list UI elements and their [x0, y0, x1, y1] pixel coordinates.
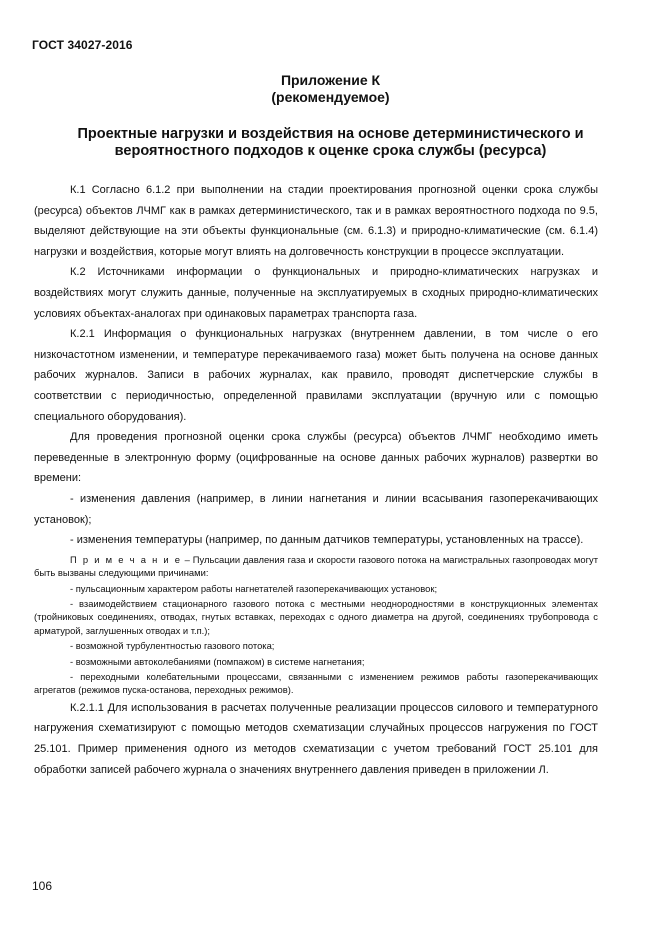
note-item: - пульсационным характером работы нагнетателей газоперекачивающих установок; [70, 582, 438, 594]
paragraph-k1: К.1 Согласно 6.1.2 при выполнении на стадии проектирования прогнозной оценки срока службы (ресурса) объектов ЛЧМГ как в рамках детерминистического, так и в рамках вероятностного подхода по 9.5, выделяют действующие на эти объекты функциональные (см. 6.1.3) и природно-климатические (см. 6.1.4) нагрузки и воздействия, которые могут влиять на долговечность конструкции в процессе эксплуатации. [34, 184, 598, 258]
appendix-label: Приложение К [280, 72, 381, 88]
note-item: - возможными автоколебаниями (помпажом) в системе нагнетания; [70, 655, 365, 667]
note-block [34, 553, 598, 697]
title-line-1: Проектные нагрузки и воздействия на основе детерминистического и [77, 126, 584, 142]
paragraph-k2-1-1: К.2.1.1 Для использования в расчетах полученные реализации процессов силового и температурного нагружения схематизируют с помощью методов схематизации случайных процессов нагружения по ГОСТ 25.101. Пример применения одного из методов схематизации с учетом требований ГОСТ 25.101 для обработки записей рабочего журнала о значениях внутреннего давления приведен в приложении Л. [34, 701, 598, 776]
note-item: - взаимодействием стационарного газового потока с местными неоднородностями в конструкционных элементах (тройниковых соединениях, отводах, гнутых вставках, переходах с одного диаметра на другой, соединениях трубопровода с арматурой, заглушенных отводах и т.п.); [34, 597, 598, 636]
title-line-2: вероятностного подходов к оценке срока службы (ресурса) [114, 143, 547, 159]
list-item-temperature: - изменения температуры (например, по данным датчиков температуры, установленных на трассе). [70, 534, 584, 547]
note-item: - переходными колебательными процессами, связанными с изменением режимов работы газоперекачивающих агрегатов (режимов пуска-останова, переходных режимов). [34, 670, 598, 696]
page-number: 106 [32, 879, 53, 893]
note-intro-text: – Пульсации давления газа и скорости газового потока на магистральных газопроводах могут быть вызваны следующими причинами: [34, 553, 598, 579]
note-intro [34, 553, 598, 580]
note-item: - возможной турбулентностью газового потока; [70, 640, 275, 652]
appendix-title [30, 126, 631, 160]
paragraph-k2: К.2 Источниками информации о функциональных и природно-климатических нагрузках и воздействиях могут служить данные, полученные на эксплуатируемых в сходных природно-климатических условиях объектах-аналогах при одинаковых параметрах транспорта газа. [34, 266, 598, 320]
appendix-heading [0, 72, 661, 106]
paragraph-k2-1: К.2.1 Информация о функциональных нагрузках (внутреннем давлении, в том числе о его низкочастотном изменении, и температуре перекачиваемого газа) может быть получена на основе данных рабочих журналов. Записи в рабочих журналах, как правило, проводят диспетчерские службы в соответствии с периодичностью, определенной правилами эксплуатации (вручную или с помощью специального оборудования). [34, 328, 598, 423]
list-item-pressure: - изменения давления (например, в линии нагнетания и линии всасывания газоперекачивающих установок); [34, 492, 598, 526]
body-text [34, 180, 598, 780]
paragraph-forecast: Для проведения прогнозной оценки срока службы (ресурса) объектов ЛЧМГ необходимо иметь переведенные в электронную форму (оцифрованные на основе данных рабочих журналов) развертки во времени: [34, 431, 598, 485]
appendix-status: (рекомендуемое) [271, 89, 390, 105]
document-code: ГОСТ 34027-2016 [32, 38, 133, 52]
note-label: П р и м е ч а н и е [70, 553, 182, 565]
